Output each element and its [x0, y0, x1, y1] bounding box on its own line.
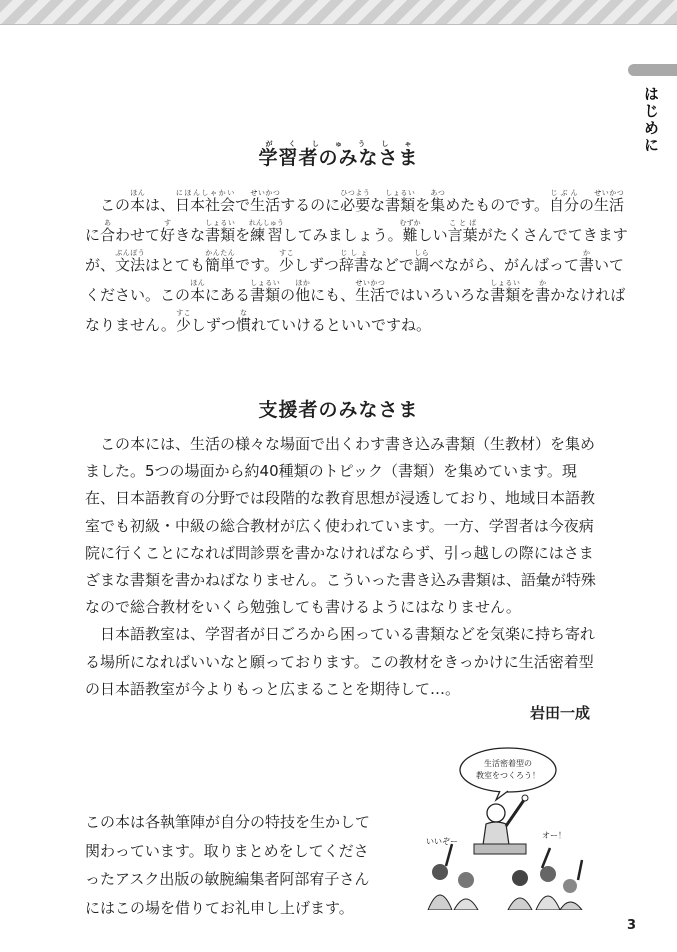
- section1-line-2: に合あわせて好すきな書類しょるいを練習れんしゅうしてみましょう。難むずかしい言葉ことばがたくさんでてきます: [85, 219, 628, 244]
- section1-line-3: が、文法ぶんぽうはとても簡単かんたんです。少すこしずつ辞書じしょなどで調しらべながら、がんばって書かいて: [85, 249, 624, 274]
- desk: [474, 844, 526, 854]
- header-stripe-bar: [0, 0, 677, 25]
- student-head-3: [512, 870, 528, 886]
- classroom-illustration: [418, 740, 588, 910]
- teacher-raised-arm: [506, 800, 524, 826]
- student-head-5: [563, 879, 577, 893]
- teacher-head: [487, 804, 505, 822]
- student-arm-3: [578, 860, 582, 880]
- section1-line-5: なりません。少すこしずつ慣なれていけるといいですね。: [85, 309, 431, 334]
- teacher-fist: [522, 795, 528, 801]
- section1-title: [0, 140, 677, 170]
- section1-title-text: 学習者のみなさま: [258, 147, 419, 169]
- author-name: 岩田一成: [530, 704, 591, 722]
- student-head-1: [432, 864, 448, 880]
- student-arm-1: [446, 844, 452, 866]
- section2-paragraph-2: 日本語教室は、学習者が日ごろから困っている書類などを気楽に持ち寄れる場所になればいいなと願っております。この教材をきっかけに生活密着型の日本語教室が今よりもっと広まることを期待して…。: [85, 625, 596, 698]
- student-body-3: [508, 898, 532, 910]
- student-body-2: [454, 899, 478, 910]
- section1-line-1: この本ほんは、日本社会にほんしゃかいで生活せいかつするのに必要ひつような書類しょるいを集あつめたものです。自分じぶんの生活せいかつ: [85, 189, 625, 214]
- section1-title-ruby: がくしゅうしゃ: [258, 140, 419, 148]
- section1-line-4: ください。この本ほんにある書類しょるいの他ほかにも、生活せいかつではいろいろな書類しょるいを書かかなければ: [85, 279, 626, 304]
- student-arm-2: [542, 848, 550, 868]
- acknowledgement-note: この本は各執筆陣が自分の特技を生かして関わっています。取りまとめをしてくださったアスク出版の敏腕編集者阿部宥子さんにはこの場を借りてお礼申し上げます。: [85, 813, 371, 917]
- speech-bubble-tail: [496, 791, 508, 800]
- page-number: 3: [627, 918, 637, 933]
- speech-text-1: 生活密着型の: [484, 759, 532, 768]
- student-body-4: [536, 896, 560, 910]
- section2-body: [85, 431, 597, 703]
- cheer-text-2: オー！: [542, 831, 566, 840]
- section2-title: 支援者のみなさま: [258, 399, 419, 421]
- speech-bubble: [460, 748, 556, 792]
- speech-text-2: 教室をつくろう！: [476, 771, 540, 780]
- section1-body: [85, 183, 628, 334]
- cheer-text-1: いいぞー: [426, 837, 458, 846]
- student-body-1: [428, 895, 452, 910]
- side-tab-marker: [628, 64, 677, 76]
- section2-paragraph-1: この本には、生活の様々な場面で出くわす書き込み書類（生教材）を集めました。5つの場面から約40種類のトピック（書類）を集めています。現在、日本語教育の分野では段階的な教育思想が浸透しており、地域日本語教室でも初級・中級の総合教材が広く使われています。一方、学習者は今夜病院に行くことになれば問診票を書かなければならず、引っ越しの際にはさまざまな書類を書かねばなりません。こういった書き込み書類は、語彙が特殊なので総合教材をいくら勉強しても書けるようにはなりません。: [85, 435, 596, 617]
- student-body-5: [560, 902, 582, 910]
- student-head-4: [540, 866, 556, 882]
- side-tab-label: はじめに: [642, 86, 660, 154]
- student-head-2: [458, 872, 474, 888]
